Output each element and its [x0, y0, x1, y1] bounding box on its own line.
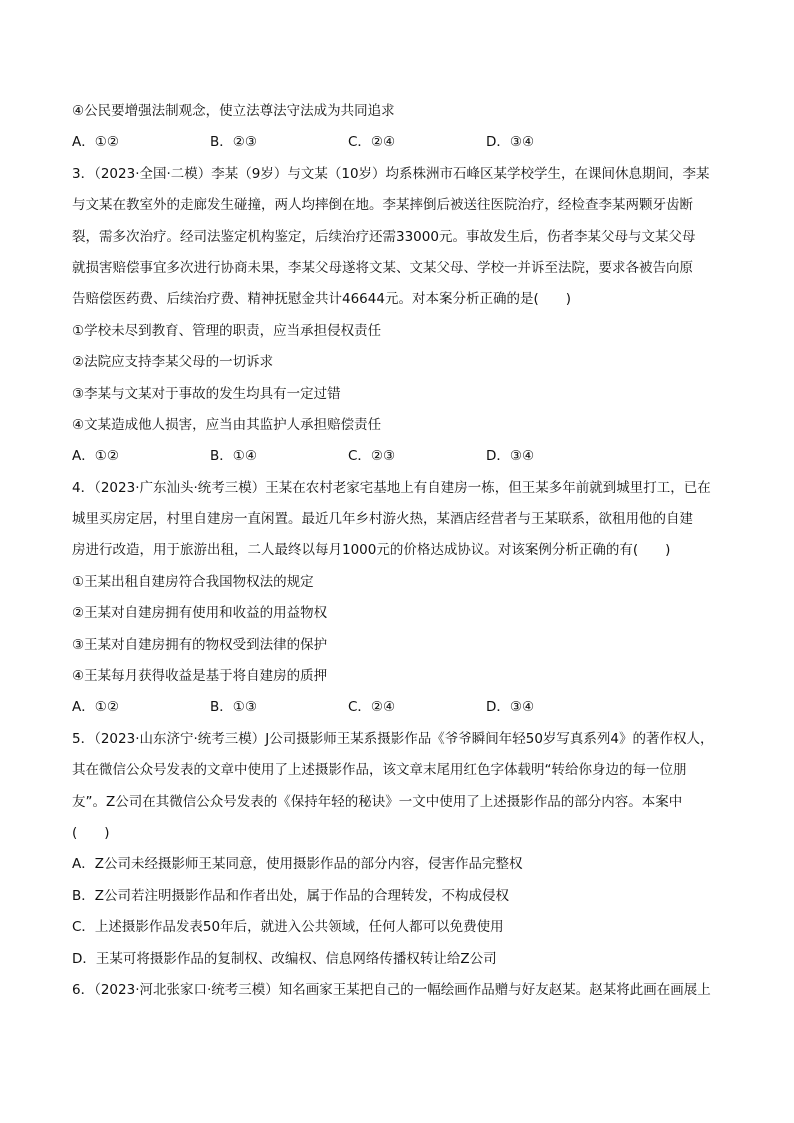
q3-item-1: ①学校未尽到教育、管理的职责，应当承担侵权责任	[72, 322, 382, 339]
q4-item-2: ②王某对自建房拥有使用和收益的用益物权	[72, 605, 328, 622]
q3-stem-line: 告赔偿医药费、后续治疗费、精神抚慰金共计46644元。对本案分析正确的是( )	[72, 291, 571, 308]
q3-stem-line: 裂，需多次治疗。经司法鉴定机构鉴定，后续治疗还需33000元。事故发生后，伤者李某父母与文某父母	[72, 228, 696, 245]
q3-stem-line: 就损害赔偿事宜多次进行协商未果，李某父母遂将文某、文某父母、学校一并诉至法院，要求各被告向原	[72, 259, 693, 276]
q4-item-1: ①王某出租自建房符合我国物权法的规定	[72, 573, 314, 590]
q3-option-a: A．①②	[72, 448, 119, 465]
q4-option-a: A．①②	[72, 699, 119, 716]
q5-stem-line: 5．（2023·山东济宁·统考三模）J公司摄影师王某系摄影作品《爷爷瞬间年轻50岁写真系列4》的著作权人，	[72, 730, 714, 747]
q4-stem-line: 房进行改造，用于旅游出租，二人最终以每月1000元的价格达成协议。对该案例分析正确的有( )	[72, 542, 671, 559]
q3-option-b: B．①④	[210, 448, 257, 465]
q5-choice-a: A．Z公司未经摄影师王某同意，使用摄影作品的部分内容，侵害作品完整权	[72, 856, 523, 873]
q5-stem-line: ( )	[72, 824, 110, 841]
q5-stem-line: 其在微信公众号发表的文章中使用了上述摄影作品，该文章末尾用红色字体载明“转给你身边的每一位朋	[72, 762, 687, 779]
q4-stem-line: 城里买房定居，村里自建房一直闲置。最近几年乡村游火热，某酒店经营者与王某联系，欲租用他的自建	[72, 511, 693, 528]
q5-choice-c: C．上述摄影作品发表50年后，就进入公共领域，任何人都可以免费使用	[72, 919, 504, 936]
q3-stem-line: 3．（2023·全国·二模）李某（9岁）与文某（10岁）均系株洲市石峰区某学校学生，在课间休息期间，李某	[72, 165, 710, 182]
q5-choice-d: D．王某可将摄影作品的复制权、改编权、信息网络传播权转让给Z公司	[72, 950, 497, 967]
q6-stem-line: 6．（2023·河北张家口·统考三模）知名画家王某把自己的一幅绘画作品赠与好友赵某。赵某将此画在画展上	[72, 981, 711, 998]
q3-options	[72, 441, 732, 472]
q4-item-4: ④王某每月获得收益是基于将自建房的质押	[72, 668, 328, 685]
q3-option-d: D．③④	[486, 448, 535, 465]
q5-choice-b: B．Z公司若注明摄影作品和作者出处，属于作品的合理转发，不构成侵权	[72, 887, 510, 904]
q3-item-4: ④文某造成他人损害，应当由其监护人承担赔偿责任	[72, 416, 382, 433]
q4-item-3: ③王某对自建房拥有的物权受到法律的保护	[72, 636, 328, 653]
q4-options	[72, 692, 732, 723]
exam-page	[72, 96, 732, 1006]
q3-item-3: ③李某与文某对于事故的发生均具有一定过错	[72, 385, 341, 402]
q2-option-d: D．③④	[486, 134, 535, 151]
q4-stem-line: 4．（2023·广东汕头·统考三模）王某在农村老家宅基地上有自建房一栋，但王某多年前就到城里打工，已在	[72, 479, 711, 496]
q2-options	[72, 127, 732, 158]
q4-option-d: D．③④	[486, 699, 535, 716]
q2-option-c: C．②④	[348, 134, 396, 151]
q5-stem-line: 友”。Z公司在其微信公众号发表的《保持年轻的秘诀》一文中使用了上述摄影作品的部分内容。本案中	[72, 793, 683, 810]
q2-item-4: ④公民要增强法制观念，使立法尊法守法成为共同追求	[72, 103, 395, 119]
q3-option-c: C．②③	[348, 448, 396, 465]
q3-stem-line: 与文某在教室外的走廊发生碰撞，两人均摔倒在地。李某摔倒后被送往医院治疗，经检查李某两颗牙齿断	[72, 197, 693, 214]
q4-option-c: C．②④	[348, 699, 396, 716]
q2-option-b: B．②③	[210, 134, 257, 151]
q4-option-b: B．①③	[210, 699, 257, 716]
q2-option-a: A．①②	[72, 134, 119, 151]
q3-item-2: ②法院应支持李某父母的一切诉求	[72, 354, 274, 371]
